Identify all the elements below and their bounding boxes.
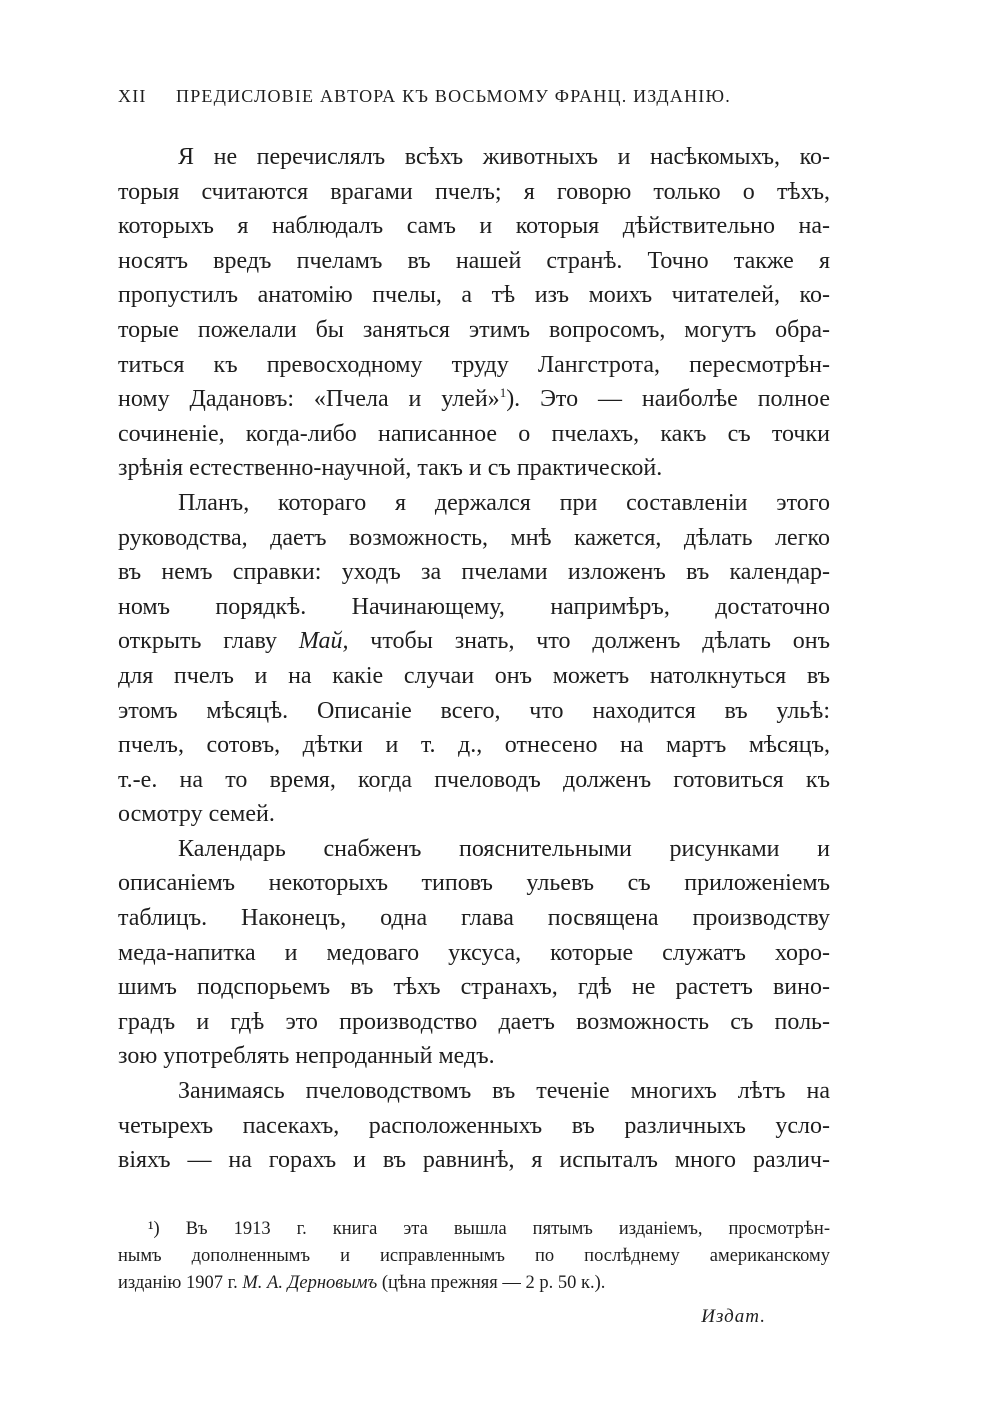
body-text	[118, 140, 830, 1178]
paragraph	[118, 140, 830, 486]
text-line: віяхъ — на горахъ и въ равнинѣ, я испыталъ много различ-	[118, 1147, 830, 1174]
paragraph	[118, 1074, 830, 1178]
text-line: руководства, даетъ возможность, мнѣ кажется, дѣлать легко	[118, 524, 830, 551]
text-line: т.-е. на то время, когда пчеловодъ долженъ готовиться къ	[118, 766, 830, 793]
footnote	[118, 1216, 830, 1297]
paragraph	[118, 832, 830, 1074]
text-line: пчелъ, сотовъ, дѣтки и т. д., отнесено на мартъ мѣсяцъ,	[118, 732, 830, 759]
text-line: описаніемъ некоторыхъ типовъ ульевъ съ приложеніемъ	[118, 870, 830, 897]
text-run: ному Дадановъ: «Пчела и улей»	[118, 386, 500, 413]
italic-text: Май,	[298, 628, 349, 655]
text-line: въ немъ справки: уходъ за пчелами изложенъ въ календар-	[118, 559, 830, 586]
text-line: таблицъ. Наконецъ, одна глава посвящена производству	[118, 905, 830, 932]
text-run: изданію 1907 г.	[118, 1273, 243, 1293]
footnote-line	[118, 1270, 830, 1297]
text-line: градъ и гдѣ это производство даетъ возможность съ поль-	[118, 1008, 830, 1035]
text-line: Я не перечислялъ всѣхъ животныхъ и насѣкомыхъ, ко-	[178, 144, 830, 170]
text-run: ). Это — наиболѣе полное	[506, 386, 830, 413]
text-line: осмотру семей.	[118, 801, 275, 828]
text-line: которыхъ я наблюдалъ самъ и которыя дѣйствительно на-	[118, 213, 830, 240]
page-number: XII	[118, 86, 147, 106]
italic-text: М. А. Дерновымъ	[242, 1273, 378, 1293]
running-head	[118, 86, 778, 107]
footnote-line: ¹) Въ 1913 г. книга эта вышла пятымъ изданіемъ, просмотрѣн-	[148, 1219, 830, 1239]
text-line: зрѣнія естественно-научной, такъ и съ практической.	[118, 455, 663, 482]
text-line	[118, 624, 830, 659]
text-line: сочиненіе, когда-либо написанное о пчелахъ, какъ съ точки	[118, 420, 830, 447]
text-line: пропустилъ анатомію пчелы, а тѣ изъ моихъ читателей, ко-	[118, 282, 830, 309]
text-line: Планъ, котораго я держался при составленіи этого	[178, 489, 830, 516]
text-line: титься къ превосходному труду Лангстрота, пересмотрѣн-	[118, 351, 830, 378]
text-line: четырехъ пасекахъ, расположенныхъ въ различныхъ усло-	[118, 1112, 830, 1139]
text-line: этомъ мѣсяцѣ. Описаніе всего, что находится въ ульѣ:	[118, 697, 830, 724]
footnote-signature: Издат.	[701, 1306, 766, 1327]
text-line: Календарь снабженъ пояснительными рисунками и	[178, 835, 830, 862]
text-line: зою употреблять непроданный медъ.	[118, 1043, 495, 1070]
text-run: (цѣна прежняя — 2 р. 50 к.).	[377, 1273, 606, 1293]
text-line: номъ порядкѣ. Начинающему, напримѣръ, достаточно	[118, 593, 830, 620]
running-title: ПРЕДИСЛОВІЕ АВТОРА КЪ ВОСЬМОМУ ФРАНЦ. ИЗДАНІЮ.	[176, 86, 731, 106]
text-line: шимъ подспорьемъ въ тѣхъ странахъ, гдѣ не растетъ вино-	[118, 974, 830, 1001]
footnote-marker: 1	[499, 385, 507, 401]
text-line: носятъ вредъ пчеламъ въ нашей странѣ. Точно также я	[118, 247, 830, 274]
text-line: торые пожелали бы заняться этимъ вопросомъ, могутъ обра-	[118, 316, 830, 343]
text-line: для пчелъ и на какіе случаи онъ можетъ натолкнуться въ	[118, 662, 830, 689]
text-line: торыя считаются врагами пчелъ; я говорю только о тѣхъ,	[118, 178, 830, 205]
text-run: чтобы знать, что долженъ дѣлать онъ	[348, 628, 831, 655]
text-line: меда-напитка и медоваго уксуса, которые служатъ хоро-	[118, 939, 830, 966]
text-line	[118, 382, 830, 417]
text-line: Занимаясь пчеловодствомъ въ теченіе многихъ лѣтъ на	[178, 1078, 830, 1105]
footnote-line: нымъ дополненнымъ и исправленнымъ по послѣднему американскому	[118, 1246, 830, 1266]
text-run: открыть главу	[118, 628, 299, 655]
paragraph	[118, 486, 830, 832]
